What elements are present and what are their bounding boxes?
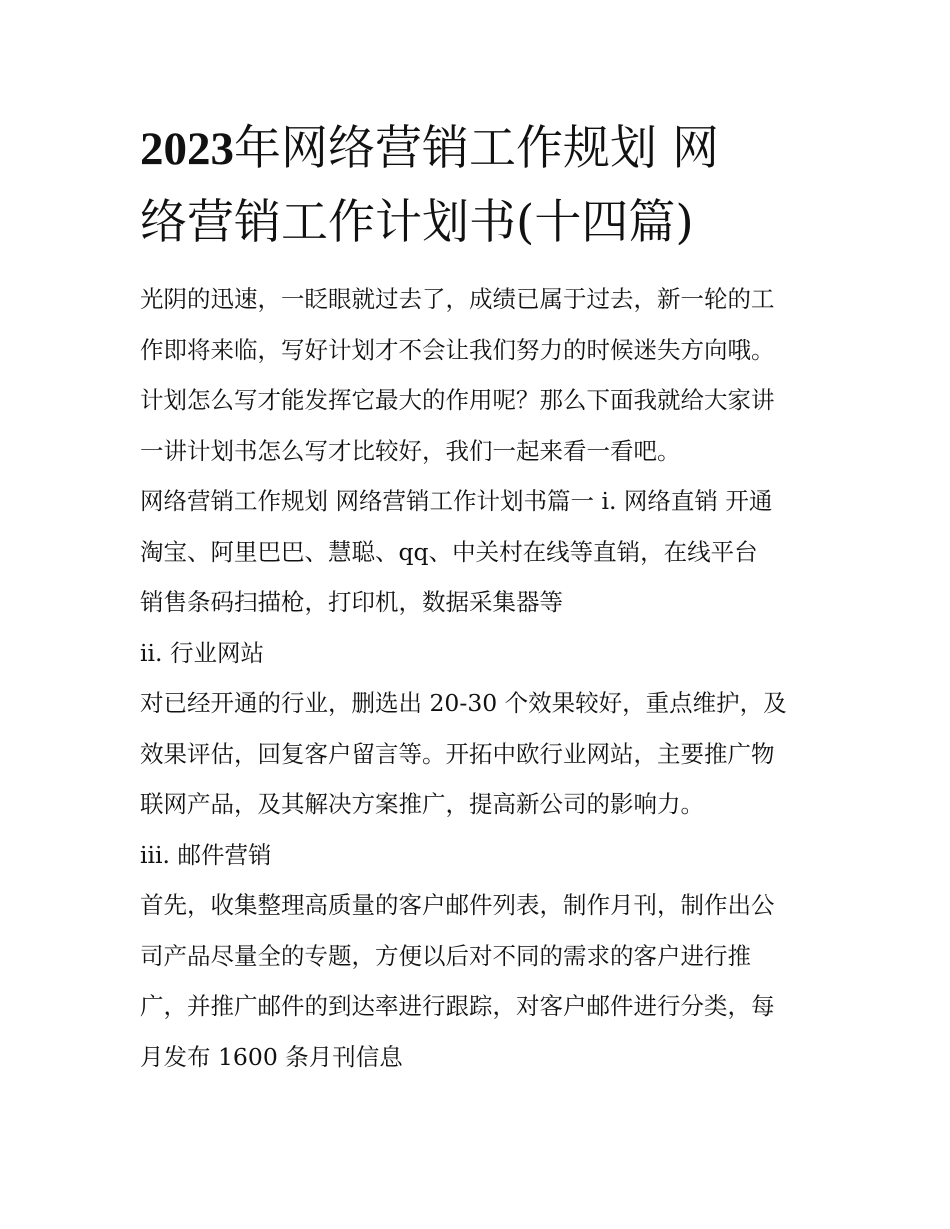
title-line-1-text: 年网络营销工作规划 网: [234, 121, 719, 176]
paragraph-intro: [140, 274, 812, 476]
paragraph-line: 计划怎么写才能发挥它最大的作用呢？那么下面我就给大家讲: [140, 386, 775, 414]
paragraph-line: 淘宝、阿里巴巴、慧聪、qq、中关村在线等直销，在线平台: [140, 537, 758, 566]
paragraph-line: 广，并推广邮件的到达率进行跟踪，对客户邮件进行分类，每: [140, 992, 775, 1020]
paragraph-industry-sites: [140, 678, 812, 830]
paragraph-line: 月发布 1600 条月刊信息: [140, 1042, 403, 1071]
paragraph-part-one: [140, 476, 812, 628]
paragraph-line: 对已经开通的行业，删选出 20-30 个效果较好，重点维护，及: [140, 689, 787, 717]
section-heading-industry-sites: [140, 628, 812, 679]
paragraph-email-marketing: [140, 880, 812, 1082]
document-body: [140, 274, 812, 1082]
paragraph-line: 网络营销工作规划 网络营销工作计划书篇一 i. 网络直销 开通: [140, 487, 773, 515]
paragraph-line: 销售条码扫描枪，打印机，数据采集器等: [140, 588, 563, 616]
title-year: 2023: [140, 123, 234, 175]
paragraph-line: 一讲计划书怎么写才比较好，我们一起来看一看吧。: [140, 436, 681, 465]
title-line-2: 络营销工作计划书(十四篇): [140, 195, 694, 250]
paragraph-line: 作即将来临，写好计划才不会让我们努力的时候迷失方向哦。: [140, 335, 775, 364]
document-content: [140, 112, 812, 1082]
paragraph-line: 联网产品，及其解决方案推广，提高新公司的影响力。: [140, 790, 704, 818]
paragraph-line: 效果评估，回复客户留言等。开拓中欧行业网站，主要推广物: [140, 739, 775, 768]
section-heading-email-marketing: [140, 830, 812, 881]
section-heading-text: ii. 行业网站: [140, 638, 264, 667]
paragraph-line: 首先，收集整理高质量的客户邮件列表，制作月刊，制作出公: [140, 891, 775, 919]
paragraph-line: 光阴的迅速，一眨眼就过去了，成绩已属于过去，新一轮的工: [140, 285, 775, 313]
paragraph-line: 司产品尽量全的专题，方便以后对不同的需求的客户进行推: [140, 941, 751, 970]
document-title: [140, 112, 812, 260]
section-heading-text: iii. 邮件营销: [140, 840, 272, 869]
title-line-1: [140, 112, 812, 186]
